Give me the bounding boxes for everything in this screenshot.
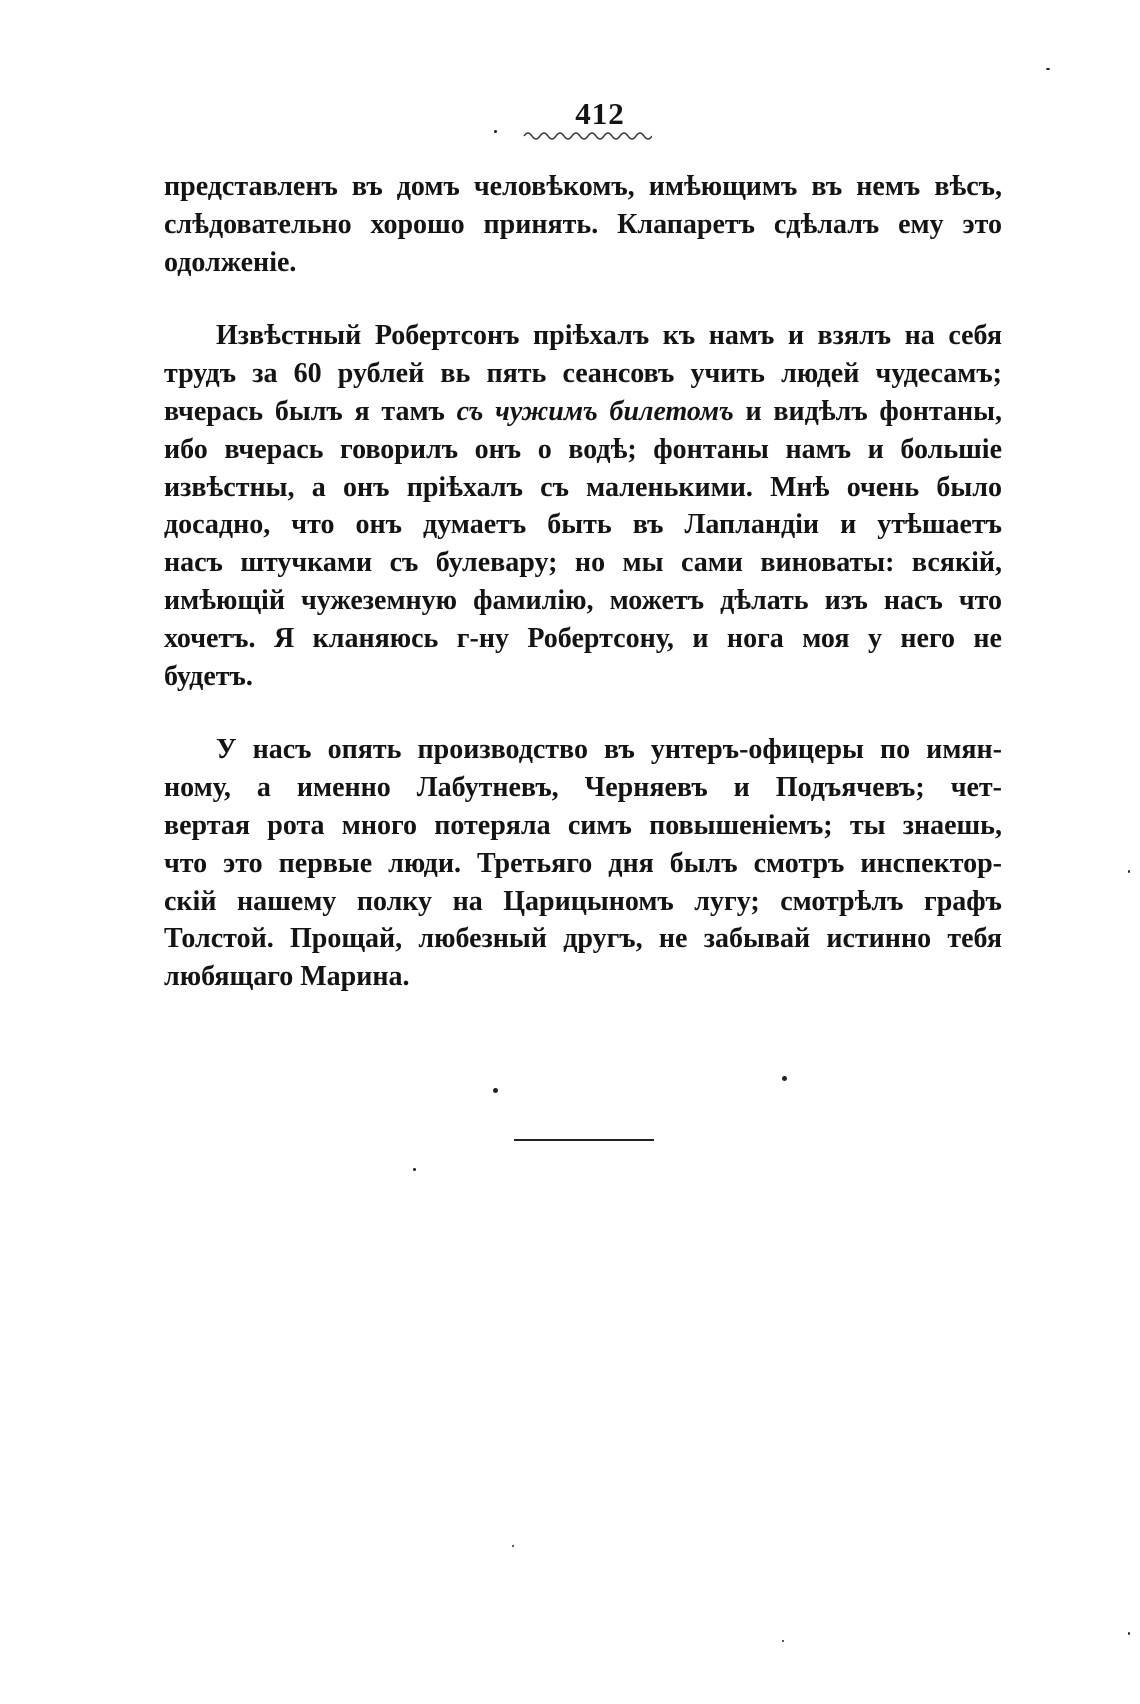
text-line: ному, а именно Лабутневъ, Черняевъ и Подъячевъ; чет- [164,772,1002,804]
text-line: досадно, что онъ думаетъ быть въ Лапландіи и утѣшаетъ [164,509,1002,541]
text-line: трудъ за 60 рублей вь пять сеансовъ учить людей чудесамъ; [164,358,1002,390]
text-line: вертая рота много потеряла симъ повышеніемъ; ты знаешь, [164,809,1002,841]
text-line: насъ штучками съ булевару; но мы сами виноваты: всякій, [164,547,1002,579]
text-line: будетъ. [164,660,253,692]
body-text [164,168,1002,996]
speck [512,1545,514,1547]
speck [1046,68,1050,70]
text-line: слѣдовательно хорошо принять. Клапаретъ сдѣлалъ ему это [164,208,1002,240]
text-line: имѣющій чужеземную фамилію, можетъ дѣлать изъ насъ что [164,584,1002,616]
speck [782,1076,787,1081]
text-line: скій нашему полку на Царицыномъ лугу; смотрѣлъ графъ [164,885,1002,917]
text-line: хочетъ. Я кланяюсь г-ну Робертсону, и нога моя у него не [164,622,1002,654]
text-line: извѣстны, а онъ пріѣхалъ съ маленькими. Мнѣ очень было [164,471,1002,503]
text-line: Извѣстный Робертсонъ пріѣхалъ къ намъ и взялъ на себя [216,320,1002,352]
text-line: У насъ опять производство въ унтеръ-офицеры по имян- [216,734,1002,766]
text-line: одолженіе. [164,246,297,278]
paragraph-2 [164,317,1002,695]
paragraph-3 [164,731,1002,996]
page-number: 412 [575,96,625,131]
text-line: Толстой. Прощай, любезный другъ, не забывай истинно тебя [164,923,1002,955]
italic-fragment: съ чужимъ билетомъ [456,395,734,427]
section-divider [514,1139,654,1141]
speck [494,130,497,133]
text-fragment: вчерась былъ я тамъ [164,395,445,427]
wavy-ornament-icon [522,128,652,142]
text-line: что это первые люди. Третьяго дня былъ смотръ инспектор- [164,847,1002,879]
speck [1128,870,1130,873]
text-line-mixed [164,393,1002,431]
speck [782,1640,784,1642]
speck [413,1168,416,1171]
text-line: представленъ въ домъ человѣкомъ, имѣющимъ въ немъ вѣсъ, [164,171,1002,202]
text-fragment: и видѣлъ фонтаны, [745,395,1003,427]
speck [493,1088,498,1093]
text-line: любящаго Марина. [164,961,410,993]
text-line: ибо вчерась говорилъ онъ о водѣ; фонтаны намъ и большіе [164,433,1002,465]
speck [1128,1632,1130,1635]
paragraph-1 [164,168,1002,281]
